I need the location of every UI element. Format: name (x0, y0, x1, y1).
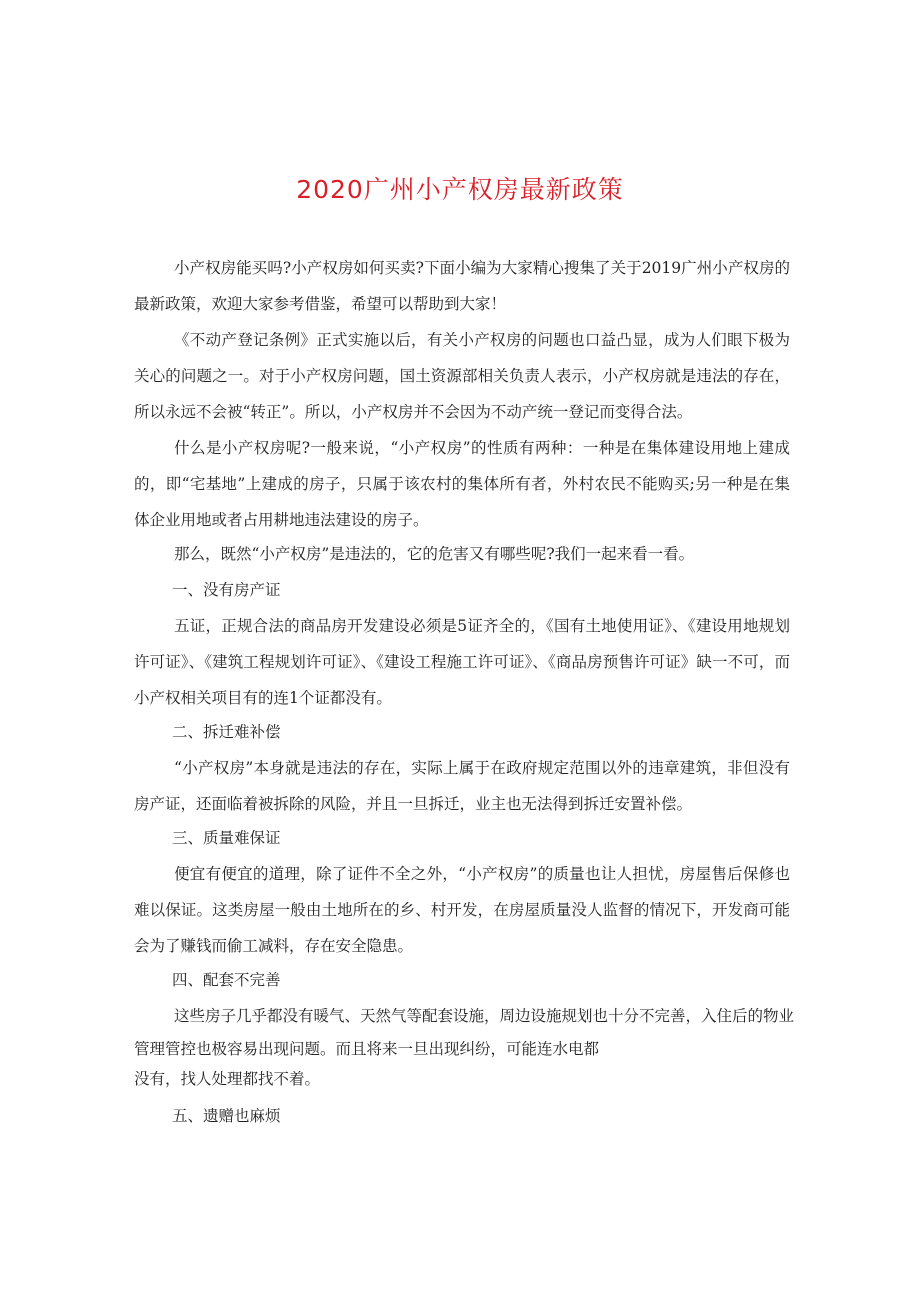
regulation-paragraph: 《不动产登记条例》正式实施以后，有关小产权房的问题也口益凸显，成为人们眼下极为关心的问题之一。对于小产权房问题，国土资源部相关负责人表示，小产权房就是违法的存在，所以永远不会被“转正”。所以，小产权房并不会因为不动产统一登记而变得合法。 (134, 331, 790, 421)
document-title: 2020广州小产权房最新政策 (296, 175, 624, 204)
facilities-line: 管理管控也极容易出现问题。而且将来一旦出现纠纷，可能连水电都 (134, 1040, 600, 1058)
section-body-no-certificate: 五证，正规合法的商品房开发建设必须是5证齐全的，《国有土地使用证》、《建设用地规划许可证》、《建筑工程规划许可证》、《建设工程施工许可证》、《商品房预售许可证》缺一不可，而小产权相关项目有的连1个证都没有。 (134, 617, 790, 707)
question-paragraph: 那么，既然“小产权房”是违法的，它的危害又有哪些呢?我们一起来看一看。 (174, 545, 695, 563)
facilities-line: 没有，找人处理都找不着。 (134, 1070, 321, 1088)
section-body-quality: 便宜有便宜的道理，除了证件不全之外，“小产权房”的质量也让人担忧，房屋售后保修也难以保证。这类房屋一般由土地所在的乡、村开发，在房屋质量没人监督的情况下，开发商可能会为了赚钱而偷工减料，存在安全隐患。 (134, 865, 790, 955)
intro-paragraph: 小产权房能买吗?小产权房如何买卖?下面小编为大家精心搜集了关于2019广州小产权房的最新政策，欢迎大家参考借鉴，希望可以帮助到大家！ (134, 259, 790, 313)
facilities-line: 这些房子几乎都没有暖气、天然气等配套设施，周边设施规划也十分不完善，入住后的物业 (174, 1007, 795, 1025)
section-body-demolition: “小产权房”本身就是违法的存在，实际上属于在政府规定范围以外的违章建筑，非但没有房产证，还面临着被拆除的风险，并且一旦拆迁，业主也无法得到拆迁安置补偿。 (134, 759, 790, 813)
section-heading-no-certificate: 一、没有房产证 (172, 581, 281, 599)
definition-paragraph: 什么是小产权房呢?一般来说，“小产权房”的性质有两种：一种是在集体建设用地上建成的，即“宅基地”上建成的房子，只属于该农村的集体所有者，外村农民不能购买;另一种是在集体企业用地或者占用耕地违法建设的房子。 (134, 439, 790, 529)
section-body-facilities (134, 998, 795, 1094)
section-heading-quality: 三、质量难保证 (172, 829, 281, 847)
section-heading-bequest: 五、遗赠也麻烦 (172, 1107, 281, 1125)
section-heading-demolition: 二、拆迁难补偿 (172, 723, 281, 741)
section-heading-facilities: 四、配套不完善 (172, 971, 281, 989)
